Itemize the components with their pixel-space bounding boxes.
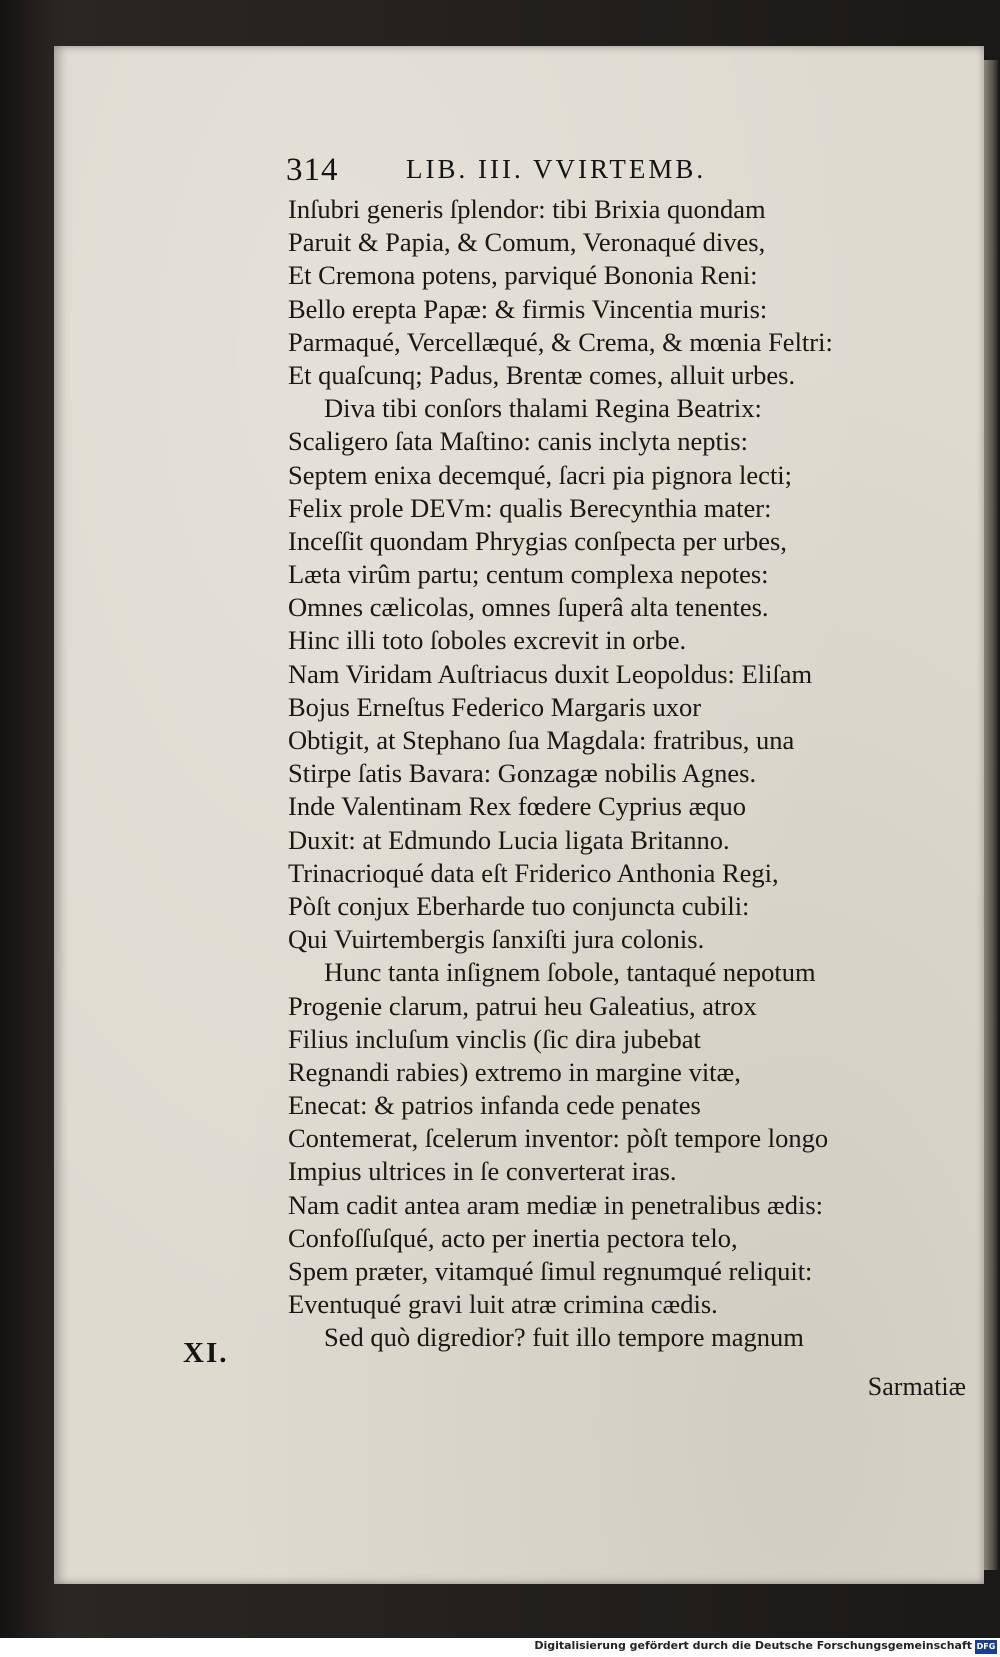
verse-line: Hinc illi toto ſoboles excrevit in orbe.: [288, 625, 687, 656]
verse-line: Inceſſit quondam Phrygias conſpecta per urbes,: [288, 525, 787, 556]
verse-line: Felix prole DEVm: qualis Berecynthia mater:: [288, 492, 772, 523]
verse-line: Contemerat, ſcelerum inventor: pòſt tempore longo: [288, 1123, 829, 1154]
verse-line: Qui Vuirtembergis ſanxiſti jura colonis.: [288, 924, 705, 955]
verse-line: Diva tibi conſors thalami Regina Beatrix:: [324, 393, 762, 424]
verse-line: Nam Viridam Auſtriacus duxit Leopoldus: Eliſam: [288, 658, 813, 689]
verse-line: Septem enixa decemqué, ſacri pia pignora lecti;: [288, 459, 793, 490]
verse-line: Hunc tanta inſignem ſobole, tantaqué nepotum: [324, 957, 816, 988]
verse-line: Inſubri generis ſplendor: tibi Brixia quondam: [288, 194, 766, 224]
verse-line: Enecat: & patrios infanda cede penates: [288, 1090, 701, 1121]
verse-line: Impius ultrices in ſe converterat iras.: [288, 1156, 677, 1187]
verse-line: Spem præter, vitamqué ſimul regnumqué reliquit:: [288, 1256, 813, 1286]
verse-line: Omnes cælicolas, omnes ſuperâ alta tenentes.: [288, 592, 769, 623]
marginal-note: XI.: [183, 1337, 229, 1369]
page-edge: [984, 60, 998, 1570]
verse-line: Bello erepta Papæ: & firmis Vincentia muris:: [288, 293, 768, 324]
running-head-title: LIB. III. VVIRTEMB.: [406, 154, 707, 184]
verse-line: Progenie clarum, patrui heu Galeatius, atrox: [288, 990, 757, 1021]
verse-line: Bojus Erneſtus Federico Margaris uxor: [288, 691, 702, 722]
verse-line: Parmaqué, Vercellæqué, & Crema, & mœnia Feltri:: [288, 326, 833, 357]
dfg-logo-icon: DFG: [975, 1640, 997, 1654]
verse-line: Confoſſuſqué, acto per inertia pectora telo,: [288, 1222, 738, 1253]
verse-line: Inde Valentinam Rex fœdere Cyprius æquo: [288, 791, 747, 822]
verse-text: [288, 193, 978, 1355]
verse-line: Paruit & Papia, & Comum, Veronaqué dives,: [288, 227, 766, 258]
page-number: 314: [286, 152, 339, 188]
running-head: [286, 152, 886, 192]
verse-line: Stirpe ſatis Bavara: Gonzagæ nobilis Agnes.: [288, 758, 757, 789]
footer-credit: Digitalisierung gefördert durch die Deutsche Forschungsgemeinschaft: [534, 1639, 972, 1652]
catchword: Sarmatiæ: [867, 1372, 966, 1401]
verse-line: Regnandi rabies) extremo in margine vitæ,: [288, 1056, 741, 1087]
verse-line: Duxit: at Edmundo Lucia ligata Britanno.: [288, 824, 730, 855]
verse-line: Et Cremona potens, parviqué Bononia Reni:: [288, 260, 758, 291]
verse-line: Scaligero ſata Maſtino: canis inclyta neptis:: [288, 426, 748, 457]
verse-line: Sed quò digredior? fuit illo tempore magnum: [324, 1322, 804, 1353]
verse-line: Pòſt conjux Eberharde tuo conjuncta cubili:: [288, 890, 750, 921]
verse-line: Filius incluſum vinclis (ſic dira jubebat: [288, 1023, 701, 1054]
verse-line: Læta virûm partu; centum complexa nepotes:: [288, 559, 769, 590]
verse-line: Et quaſcunq; Padus, Brentæ comes, alluit urbes.: [288, 359, 796, 390]
verse-line: Trinacrioqué data eſt Friderico Anthonia Regi,: [288, 857, 779, 888]
verse-line: Nam cadit antea aram mediæ in penetralibus ædis:: [288, 1189, 823, 1220]
footer-bar: [0, 1638, 1000, 1657]
verse-line: Obtigit, at Stephano ſua Magdala: fratribus, una: [288, 725, 795, 755]
verse-line: Eventuqué gravi luit atræ crimina cædis.: [288, 1289, 718, 1320]
